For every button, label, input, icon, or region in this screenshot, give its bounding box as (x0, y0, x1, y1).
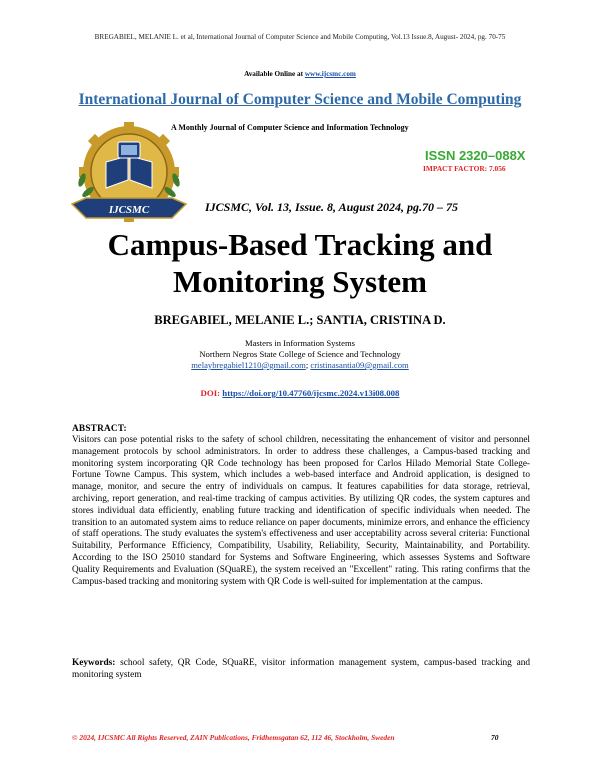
affiliation-institution: Northern Negros State College of Science and Technology (199, 349, 401, 359)
paper-title-line1: Campus-Based Tracking and (107, 227, 493, 262)
email-separator: ; (305, 360, 311, 370)
paper-title-line2: Monitoring System (172, 264, 427, 299)
keywords-label: Keywords: (72, 658, 116, 668)
affiliation (0, 338, 600, 371)
emails (0, 360, 600, 371)
journal-subtitle: A Monthly Journal of Computer Science and Information Technology (171, 123, 409, 132)
paper-title (0, 226, 600, 300)
doi-link[interactable]: https://doi.org/10.47760/ijcsmc.2024.v13i08.008 (222, 388, 400, 398)
impact-factor: IMPACT FACTOR: 7.056 (423, 164, 506, 173)
issn-label: ISSN 2320–088X (425, 148, 526, 163)
journal-logo (66, 122, 192, 234)
journal-title[interactable]: International Journal of Computer Science and Mobile Computing (78, 91, 522, 108)
email-link-2[interactable]: cristinasantia09@gmail.com (310, 360, 409, 370)
email-link-1[interactable]: melaybregabiel1210@gmail.com (191, 360, 306, 370)
doi (0, 388, 600, 398)
logo-ribbon (72, 198, 186, 218)
footer-copyright: © 2024, IJCSMC All Rights Reserved, ZAIN Publications, Fridhemsgatan 62, 112 46, Stockholm, Sweden (72, 733, 395, 742)
doi-label: DOI: (200, 388, 221, 398)
abstract-text: Visitors can pose potential risks to the safety of school children, necessitating the enhancement of visitor and personnel management protocols by school administrators. In order to address these challenges, a Campus-based tracking and monitoring system incorporating QR Code technology has been proposed for Carlos Hilado Memorial State College-Fortune Towne Campus. This system, which includes a web-based interface and Android application, is designed to manage, monitor, and secure the entry of individuals on campus. It features capabilities for data storage, retrieval, archiving, report generation, and real-time tracking of campus activities. By utilizing QR codes, the system captures and stores individual data efficiently, enabling future tracking and identification of specific individuals when needed. The transition to an automated system aims to reduce reliance on paper documents, minimize errors, and enhance the efficiency of staff operations. The study evaluates the system's effectiveness and user acceptability across several criteria: Functional Suitability, Performance Efficiency, Compatibility, Usability, Reliability, Security, Maintainability, and Portability. According to the ISO 25010 standard for Systems and Software Engineering, which assesses Systems and Software Quality Requirements and Evaluation (SQuaRE), the system received an "Excellent" rating. This rating confirms that the Campus-based tracking and monitoring system with QR Code is well-suited for implementation at the campus. (72, 435, 530, 587)
journal-website-link[interactable]: www.ijcsmc.com (304, 70, 356, 78)
available-online (0, 70, 600, 78)
abstract-heading: ABSTRACT: (72, 424, 127, 434)
running-head: BREGABIEL, MELANIE L. et al, International Journal of Computer Science and Mobile Computing, Vol.13 Issue.8, August- 2024, pg. 70-75 (94, 33, 506, 41)
logo-text: IJCSMC (108, 204, 150, 216)
keywords (72, 658, 530, 682)
page-number: 70 (491, 733, 499, 742)
volume-line: IJCSMC, Vol. 13, Issue. 8, August 2024, pg.70 – 75 (205, 200, 458, 214)
affiliation-program: Masters in Information Systems (244, 338, 356, 348)
keywords-text: school safety, QR Code, SQuaRE, visitor information management system, campus-based tracking and monitoring system (72, 658, 530, 680)
available-online-label: Available Online at (244, 70, 304, 78)
authors: BREGABIEL, MELANIE L.; SANTIA, CRISTINA D. (154, 313, 446, 327)
